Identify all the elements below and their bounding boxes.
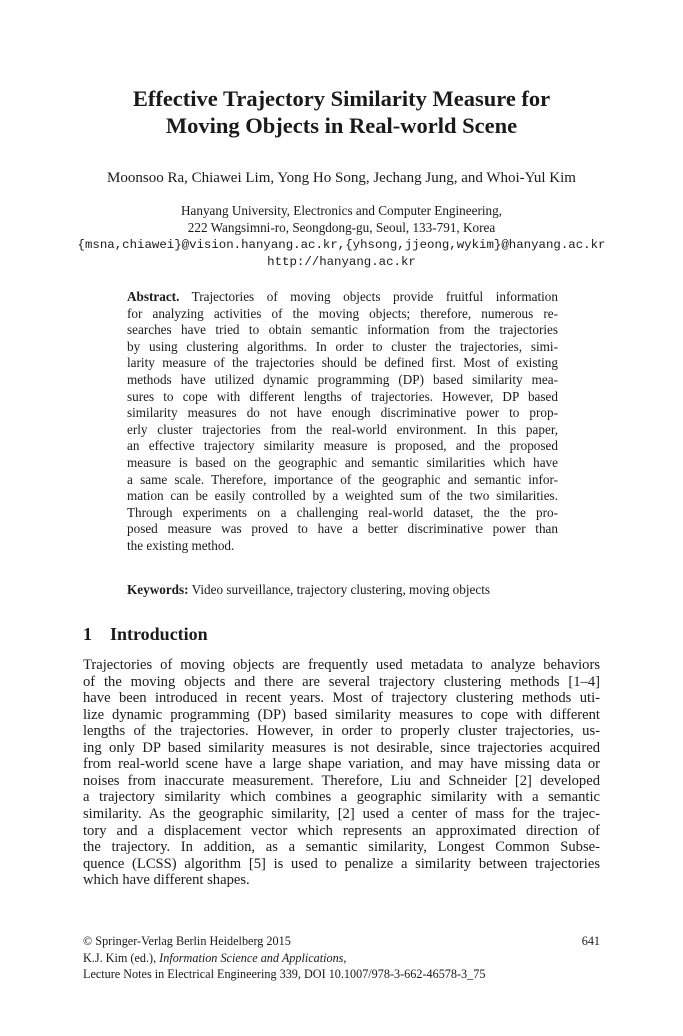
body-line: a trajectory similarity which combines a geographic similarity with a semantic — [83, 789, 600, 806]
body-line: noises from inaccurate measurement. Therefore, Liu and Schneider [2] developed — [83, 772, 600, 789]
abstract-line: by using clustering algorithms. In order to cluster the trajectories, simi- — [127, 338, 558, 354]
abstract-line: erly cluster trajectories from the real-world environment. In this paper, — [127, 421, 558, 437]
abstract-line: searches have tried to obtain semantic information from the trajectories — [127, 322, 558, 338]
abstract-line: the existing method. — [127, 538, 235, 553]
body-line: from real-world scene have a large shape variation, and may have missing data or — [83, 756, 600, 773]
abstract-line: for analyzing activities of the moving objects; therefore, numerous re- — [127, 305, 558, 321]
abstract-line: Through experiments on a challenging real-world dataset, the the pro- — [127, 504, 558, 520]
affiliation-line-2: 222 Wangsimni-ro, Seongdong-gu, Seoul, 133-791, Korea — [187, 220, 496, 235]
abstract-label: Abstract. — [127, 289, 180, 304]
footer-series: Lecture Notes in Electrical Engineering 339, DOI 10.1007/978-3-662-46578-3_75 — [83, 967, 486, 981]
abstract-line: larity measure of the trajectories should be defined first. Most of existing — [127, 355, 558, 371]
author-emails: {msna,chiawei}@vision.hanyang.ac.kr,{yhsong,jjeong,wykim}@hanyang.ac.kr — [77, 238, 606, 252]
body-line: similarity. As the geographic similarity, [2] used a center of mass for the trajec- — [83, 805, 600, 822]
editor: K.J. Kim (ed.), — [83, 951, 160, 965]
copyright: © Springer-Verlag Berlin Heidelberg 2015 — [83, 934, 291, 948]
abstract-line — [127, 289, 558, 305]
section-heading — [83, 624, 226, 645]
abstract-line: posed measure was proved to have a better discriminative power than — [127, 521, 558, 537]
footer-copyright-row — [83, 934, 600, 949]
section-number: 1 — [83, 624, 92, 644]
abstract-line: mation can be easily controlled by a weighted sum of the two similarities. — [127, 488, 558, 504]
abstract-line: measure is based on the geographic and semantic similarities which have — [127, 455, 558, 470]
body-line: Trajectories of moving objects are frequently used metadata to analyze behaviors — [83, 657, 600, 673]
keywords — [127, 582, 558, 598]
abstract-line: methods have utilized dynamic programming (DP) based similarity mea- — [127, 372, 558, 387]
body-line: have been introduced in recent years. Most of trajectory clustering methods uti- — [83, 690, 600, 707]
paper-title-line-1: Effective Trajectory Similarity Measure for — [132, 86, 551, 111]
footer-editor — [83, 951, 346, 966]
body-line: lize dynamic programming (DP) based similarity measures to cope with different — [83, 706, 600, 723]
affiliation-url[interactable]: http://hanyang.ac.kr — [267, 255, 416, 269]
body-line: lengths of the trajectories. However, in order to properly cluster trajectories, us- — [83, 723, 600, 740]
body-line: the trajectory. In addition, as a semantic similarity, Longest Common Subse- — [83, 839, 600, 856]
body-line: which have different shapes. — [83, 872, 250, 889]
section-title: Introduction — [110, 624, 208, 644]
abstract-line: similarity measures do not have enough discriminative power to prop- — [127, 405, 558, 421]
abstract-text: Trajectories of moving objects provide fruitful information — [179, 289, 558, 304]
abstract-line: an effective trajectory similarity measure is proposed, and the proposed — [127, 438, 558, 454]
affiliation-line-1: Hanyang University, Electronics and Computer Engineering, — [180, 203, 503, 218]
body-line: quence (LCSS) algorithm [5] is used to penalize a similarity between trajectories — [83, 855, 600, 872]
body-line: ing only DP based similarity measures is not desirable, since trajectories acquired — [83, 739, 600, 756]
authors: Moonsoo Ra, Chiawei Lim, Yong Ho Song, Jechang Jung, and Whoi-Yul Kim — [107, 170, 576, 186]
book-title: Information Science and Applications, — [159, 951, 347, 965]
page-number: 641 — [581, 934, 600, 948]
abstract-line: sures to cope with different lengths of trajectories. However, DP based — [127, 388, 558, 404]
abstract-line: a same scale. Therefore, importance of the geographic and semantic infor- — [127, 471, 558, 487]
keywords-text: Video surveillance, trajectory clustering, moving objects — [188, 582, 491, 597]
paper-title-line-2: Moving Objects in Real-world Scene — [165, 113, 518, 138]
body-line: tory and a displacement vector which represents an approximated direction of — [83, 822, 600, 839]
body-line: of the moving objects and there are several trajectory clustering methods [1–4] — [83, 673, 600, 690]
keywords-label: Keywords: — [127, 582, 189, 597]
